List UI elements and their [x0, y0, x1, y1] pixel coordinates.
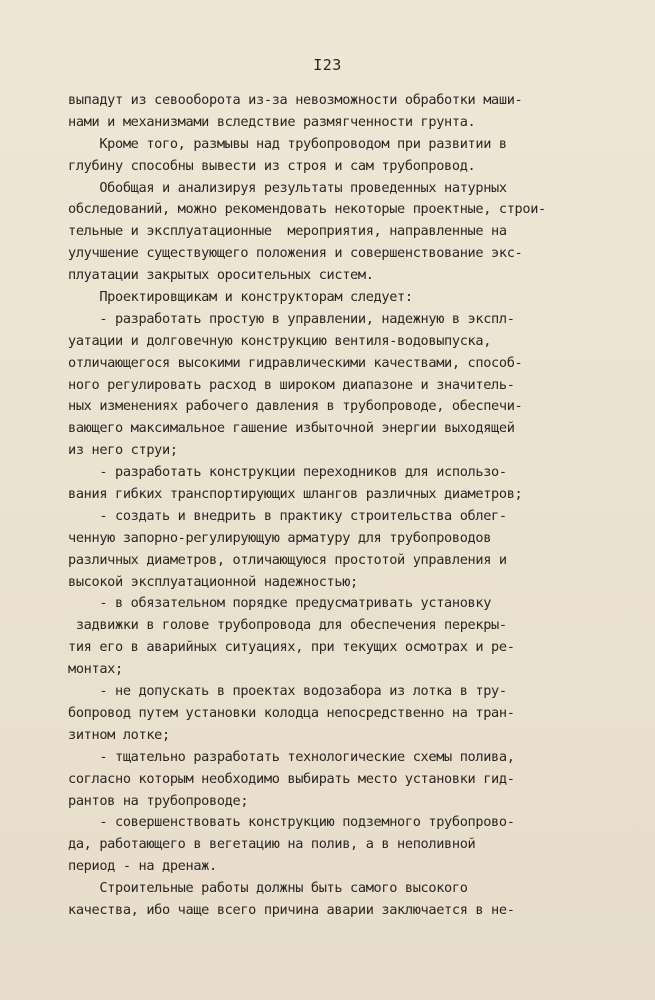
text-line: вающего максимальное гашение избыточной энергии выходящей [68, 420, 515, 437]
text-line: качества, ибо чаще всего причина аварии заключается в не- [68, 901, 515, 918]
text-line: рантов на трубопроводе; [68, 792, 249, 809]
text-line: обследований, можно рекомендовать некоторые проектные, строи- [68, 201, 546, 218]
text-line: тия его в аварийных ситуациях, при текущих осмотрах и ре- [68, 639, 515, 656]
text-line: ных изменениях рабочего давления в трубопроводе, обеспечи- [68, 398, 523, 415]
text-line: - не допускать в проектах водозабора из лотка в тру- [68, 683, 507, 700]
page-number: I23 [313, 56, 342, 74]
text-line: бопровод путем установки колодца непосредственно на тран- [68, 704, 515, 721]
text-line: отличающегося высокими гидравлическими качествами, способ- [68, 354, 523, 371]
text-line: - разработать конструкции переходников для использо- [68, 464, 507, 481]
text-line: Проектировщикам и конструкторам следует: [68, 289, 413, 306]
text-line: Обобщая и анализируя результаты проведенных натурных [68, 179, 507, 196]
text-line: глубину способны вывести из строя и сам трубопровод. [68, 157, 476, 174]
text-line: задвижки в голове трубопровода для обеспечения перекры- [68, 617, 507, 634]
text-line: различных диаметров, отличающуюся простотой управления и [68, 551, 507, 568]
text-line: - в обязательном порядке предусматривать установку [68, 595, 492, 612]
text-line: зитном лотке; [68, 726, 170, 743]
text-line: ного регулировать расход в широком диапазоне и значитель- [68, 376, 515, 393]
body-text [68, 90, 588, 922]
text-line: Кроме того, размывы над трубопроводом при развитии в [68, 135, 507, 152]
text-line: вания гибких транспортирующих шлангов различных диаметров; [68, 486, 523, 503]
text-line: - разработать простую в управлении, надежную в экспл- [68, 310, 515, 327]
text-line: Строительные работы должны быть самого высокого [68, 880, 468, 897]
text-line: период - на дренаж. [68, 858, 217, 875]
text-line: - тщательно разработать технологические схемы полива, [68, 748, 515, 765]
text-line: плуатации закрытых оросительных систем. [68, 267, 374, 284]
text-line: - создать и внедрить в практику строительства облег- [68, 507, 507, 524]
text-line: согласно которым необходимо выбирать место установки гид- [68, 770, 515, 787]
text-line: высокой эксплуатационной надежностью; [68, 573, 358, 590]
text-line: нами и механизмами вследствие размягченности грунта. [68, 113, 476, 130]
text-line: из него струи; [68, 442, 178, 459]
text-line: уатации и долговечную конструкцию вентиля-водовыпуска, [68, 332, 492, 349]
text-line: - совершенствовать конструкцию подземного трубопрово- [68, 814, 515, 831]
text-line: да, работающего в вегетацию на полив, а в неполивной [68, 836, 476, 853]
text-line: выпадут из севооборота из-за невозможности обработки маши- [68, 92, 523, 108]
text-line: ченную запорно-регулирующую арматуру для трубопроводов [68, 529, 492, 546]
text-line: монтах; [68, 661, 123, 678]
text-line: улучшение существующего положения и совершенствование экс- [68, 245, 523, 262]
text-line: тельные и эксплуатационные мероприятия, направленные на [68, 223, 507, 240]
